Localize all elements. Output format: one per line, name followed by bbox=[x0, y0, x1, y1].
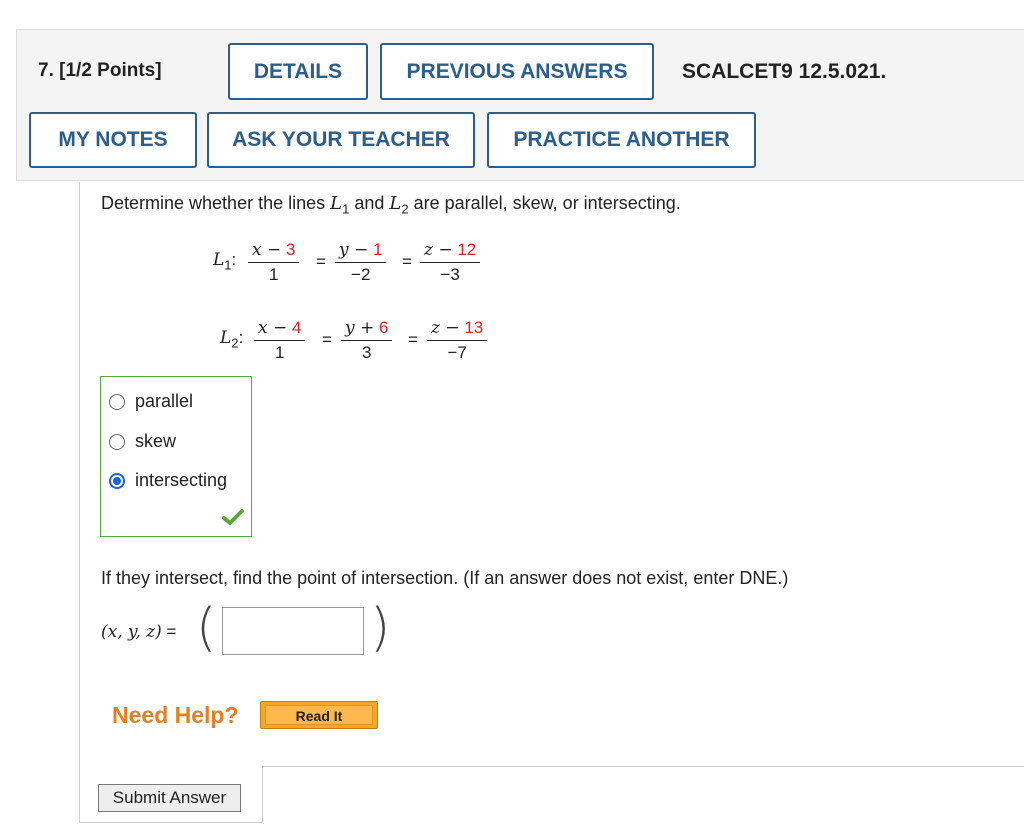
prompt-text-a: Determine whether the lines bbox=[101, 193, 326, 213]
line2-x-fraction bbox=[254, 318, 305, 363]
details-button[interactable]: DETAILS bbox=[228, 43, 368, 100]
choice-parallel[interactable] bbox=[109, 391, 193, 412]
line2-x-denominator: 1 bbox=[274, 343, 285, 362]
question-number-text: 7. bbox=[38, 60, 54, 81]
points-text: [1/2 Points] bbox=[59, 60, 162, 81]
content-frame-right bbox=[262, 766, 263, 823]
line2-x-value: 4 bbox=[291, 318, 302, 337]
line2-label bbox=[220, 328, 243, 350]
line1-z-value: 12 bbox=[457, 240, 477, 259]
line1-label bbox=[213, 250, 236, 272]
line2-z-fraction bbox=[427, 318, 487, 363]
xyz-label bbox=[101, 622, 176, 642]
line2-subscript: 2 bbox=[231, 335, 239, 351]
xyz-equals: = bbox=[166, 622, 177, 641]
xyz-text: (x, y, z) bbox=[101, 622, 162, 642]
line1-z-var: z − bbox=[424, 240, 453, 260]
line1-colon: : bbox=[231, 250, 237, 269]
line-subscript-2: 2 bbox=[401, 201, 409, 217]
previous-answers-button[interactable]: PREVIOUS ANSWERS bbox=[380, 43, 654, 100]
line2-y-value: 6 bbox=[379, 318, 389, 337]
line-symbol: L bbox=[330, 193, 343, 214]
line2-z-var: z − bbox=[431, 318, 460, 338]
line1-y-fraction bbox=[335, 240, 386, 285]
line1-y-denominator: −2 bbox=[351, 265, 371, 284]
content-frame-bottom bbox=[79, 822, 263, 823]
line2-y-fraction bbox=[341, 318, 392, 363]
submit-answer-button[interactable]: Submit Answer bbox=[98, 784, 241, 812]
my-notes-button[interactable]: MY NOTES bbox=[29, 112, 197, 168]
practice-another-button[interactable]: PRACTICE ANOTHER bbox=[487, 112, 756, 168]
line1-x-var: x − bbox=[252, 240, 282, 260]
equals-sign: = bbox=[316, 252, 326, 271]
line2-symbol: L bbox=[220, 328, 232, 348]
line1-subscript: 1 bbox=[224, 257, 232, 273]
intersection-answer-input[interactable] bbox=[222, 607, 364, 655]
radio-intersecting[interactable] bbox=[109, 473, 125, 489]
question-number bbox=[38, 60, 162, 82]
line1-x-denominator: 1 bbox=[268, 265, 279, 284]
line2-z-denominator: −7 bbox=[447, 343, 467, 362]
line1-z-denominator: −3 bbox=[440, 265, 460, 284]
choice-label: skew bbox=[135, 431, 177, 451]
problem-reference: SCALCET9 12.5.021. bbox=[682, 60, 887, 83]
need-help-label: Need Help? bbox=[112, 702, 239, 728]
choice-intersecting[interactable] bbox=[109, 470, 227, 491]
equals-sign: = bbox=[408, 330, 418, 349]
line2-y-denominator: 3 bbox=[362, 343, 372, 362]
prompt-text-b: are parallel, skew, or intersecting. bbox=[413, 193, 681, 213]
line2-z-value: 13 bbox=[464, 318, 484, 337]
line-subscript-1: 1 bbox=[342, 201, 350, 217]
prompt-and: and bbox=[354, 193, 385, 213]
equals-sign: = bbox=[322, 330, 332, 349]
line-symbol: L bbox=[389, 193, 402, 214]
radio-parallel[interactable] bbox=[109, 394, 125, 410]
content-frame-divider bbox=[262, 766, 1024, 767]
intersection-prompt: If they intersect, find the point of intersection. (If an answer does not exist, enter DNE.) bbox=[101, 568, 789, 588]
choice-label: intersecting bbox=[135, 470, 228, 490]
line1-y-value: 1 bbox=[373, 240, 383, 259]
line1-x-value: 3 bbox=[285, 240, 296, 259]
line2-y-var: y + bbox=[345, 318, 375, 338]
line1-symbol: L bbox=[213, 250, 225, 270]
check-icon bbox=[222, 508, 244, 526]
ask-your-teacher-button[interactable]: ASK YOUR TEACHER bbox=[207, 112, 475, 168]
question-prompt bbox=[101, 193, 681, 217]
right-paren-icon: ) bbox=[370, 598, 391, 658]
line1-x-fraction bbox=[248, 240, 299, 285]
equals-sign: = bbox=[402, 252, 412, 271]
line2-x-var: x − bbox=[258, 318, 288, 338]
line2-colon: : bbox=[238, 328, 244, 347]
read-it-button[interactable] bbox=[260, 701, 378, 729]
radio-skew[interactable] bbox=[109, 434, 125, 450]
line1-y-var: y − bbox=[339, 240, 369, 260]
read-it-label: Read It bbox=[265, 705, 373, 725]
content-frame-left bbox=[79, 182, 80, 822]
choice-skew[interactable] bbox=[109, 431, 176, 452]
choice-label: parallel bbox=[135, 391, 194, 411]
line1-z-fraction bbox=[420, 240, 480, 285]
left-paren-icon: ( bbox=[196, 598, 217, 658]
